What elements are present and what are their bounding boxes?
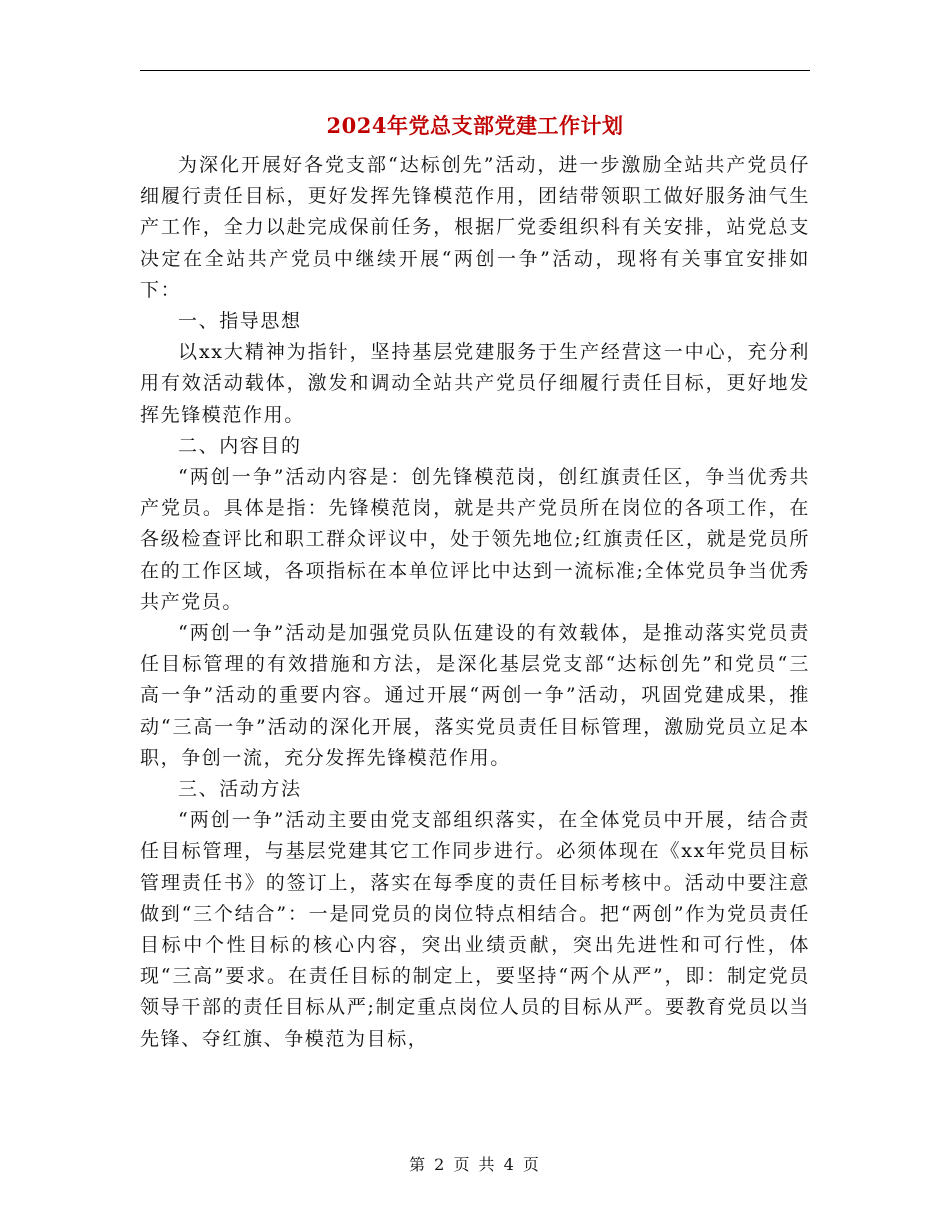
section-heading-guiding-thought: 一、指导思想	[178, 310, 302, 333]
section-heading-methods: 三、活动方法	[178, 778, 302, 801]
header-rule	[140, 70, 810, 71]
document-body	[140, 150, 810, 1055]
document-title: 2024年党总支部党建工作计划	[326, 113, 624, 138]
content-paragraph-1: “两创一争”活动内容是：创先锋模范岗，创红旗责任区，争当优秀共产党员。具体是指：先锋模范岗，就是共产党员所在岗位的各项工作，在各级检查评比和职工群众评议中，处于领先地位;红旗责任区，就是党员所在的工作区域，各项指标在本单位评比中达到一流标准;全体党员争当优秀共产党员。	[140, 466, 810, 613]
page-number-footer: 第 2 页 共 4 页	[409, 1155, 541, 1174]
section-heading-content-purpose: 二、内容目的	[178, 434, 302, 457]
content-paragraph-2: “两创一争”活动是加强党员队伍建设的有效载体，是推动落实党员责任目标管理的有效措施和方法，是深化基层党支部“达标创先”和党员“三高一争”活动的重要内容。通过开展“两创一争”活动，巩固党建成果，推动“三高一争”活动的深化开展，落实党员责任目标管理，激励党员立足本职，争创一流，充分发挥先锋模范作用。	[140, 622, 810, 769]
intro-paragraph: 为深化开展好各党支部“达标创先”活动，进一步激励全站共产党员仔细履行责任目标，更好发挥先锋模范作用，团结带领职工做好服务油气生产工作，全力以赴完成保前任务，根据厂党委组织科有关安排，站党总支决定在全站共产党员中继续开展“两创一争”活动，现将有关事宜安排如下：	[140, 154, 810, 301]
guiding-thought-paragraph: 以xx大精神为指针，坚持基层党建服务于生产经营这一中心，充分利用有效活动载体，激发和调动全站共产党员仔细履行责任目标，更好地发挥先锋模范作用。	[140, 341, 810, 426]
methods-paragraph: “两创一争”活动主要由党支部组织落实，在全体党员中开展，结合责任目标管理，与基层党建其它工作同步进行。必须体现在《xx年党员目标管理责任书》的签订上，落实在每季度的责任目标考核中。活动中要注意做到“三个结合”：一是同党员的岗位特点相结合。把“两创”作为党员责任目标中个性目标的核心内容，突出业绩贡献，突出先进性和可行性，体现“三高”要求。在责任目标的制定上，要坚持“两个从严”，即：制定党员领导干部的责任目标从严;制定重点岗位人员的目标从严。要教育党员以当先锋、夺红旗、争模范为目标，	[140, 809, 810, 1050]
